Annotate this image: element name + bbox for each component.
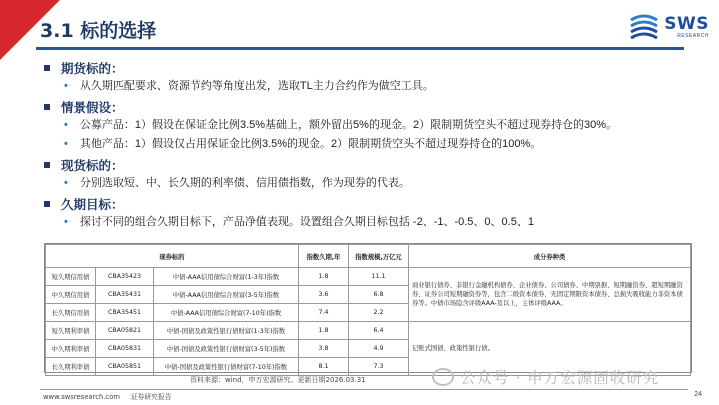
index-duration: 7.4 [299,304,349,322]
bullet-dot-icon: • [64,80,68,92]
row-label: 长久期利率债 [46,358,96,376]
wechat-icon [432,368,454,386]
table-header: 指数久期,年 [299,245,349,268]
sws-logo-icon [627,12,661,42]
bullet-item: • 探讨不同的组合久期目标下，产品净值表现。设置组合久期目标包括 -2、-1、-0.5、0、0.5、1 [64,216,534,228]
index-duration: 1.8 [299,268,349,286]
title-divider [36,47,684,50]
index-duration: 3.8 [299,340,349,358]
square-bullet-icon [44,104,50,110]
table-header-row [46,245,691,268]
index-name: 中债-AAA信用债综合财富(3-5年)指数 [154,286,299,304]
table-row [46,322,691,340]
index-scale: 4.9 [349,340,409,358]
page-title: 3.1 标的选择 [40,20,157,42]
table-row [46,268,691,286]
index-scale: 11.1 [349,268,409,286]
index-scale: 6.4 [349,322,409,340]
row-label: 中久期利率债 [46,340,96,358]
index-duration: 1.8 [299,322,349,340]
index-name: 中债-国债及政策性银行债财富(7-10年)指数 [154,358,299,376]
credit-remark: 商业银行债券、非银行金融机构债券、企业债券、公司债券、中期票据、短期融资券、超短期融资券、证券公司短期融资券等，包含二级资本债券、无固定期限资本债券、总损失吸收能力非资本债券等。中债市场隐含评级AAA-及以上，主体评级AAA。 [409,268,691,322]
bullet-dot-icon: • [64,216,68,228]
table-header: 现券标的 [46,245,299,268]
source-note: 资料来源：wind，申万宏源研究。更新日期2026.03.31 [190,376,366,384]
bullet-item: • 公募产品：1）假设在保证金比例3.5%基础上，额外留出5%的现金。2）限制期货空头不超过现券持仓的30%。 [64,119,618,131]
index-scale: 6.8 [349,286,409,304]
index-name: 中债-国债及政策性银行债财富(1-3年)指数 [154,322,299,340]
square-bullet-icon [44,65,50,71]
table-header: 指数规模,万亿元 [349,245,409,268]
content-area [44,58,684,233]
index-code: CBA35431 [96,286,154,304]
logo-main-text: SWS [664,13,709,34]
table-header: 成分券种类 [409,245,691,268]
index-name: 中债-AAA信用债综合财富(1-3年)指数 [154,268,299,286]
index-code: CBA05831 [96,340,154,358]
bullet-item: • 从久期匹配要求、资源节约等角度出发，选取TL主力合约作为做空工具。 [64,80,434,92]
footer [43,391,172,401]
row-label: 长久期信用债 [46,304,96,322]
square-bullet-icon [44,162,50,168]
bullet-item: • 其他产品：1）假设仅占用保证金比例3.5%的现金。2）限制期货空头不超过现券持仓的100%。 [64,138,542,150]
index-scale: 7.3 [349,358,409,376]
footer-label: 证券研究报告 [130,393,172,401]
footer-divider [40,389,688,390]
index-code: CBA05851 [96,358,154,376]
rate-remark: 记账式国债、政策性银行债。 [409,322,691,376]
bond-index-table [44,243,692,373]
row-label: 短久期信用债 [46,268,96,286]
index-code: CBA05821 [96,322,154,340]
index-code: CBA35451 [96,304,154,322]
index-duration: 8.1 [299,358,349,376]
watermark-text: 公众号 · 申万宏源固收研究 [460,369,660,387]
footer-site-link[interactable]: www.swsresearch.com [43,393,120,401]
index-code: CBA35423 [96,268,154,286]
bullet-dot-icon: • [64,138,68,150]
section-heading: 期货标的： [44,58,684,78]
section-heading: 现货标的： [44,155,684,175]
bullet-dot-icon: • [64,177,68,189]
index-duration: 3.6 [299,286,349,304]
index-name: 中债-AAA信用债综合财富(7-10年)指数 [154,304,299,322]
index-name: 中债-国债及政策性银行债财富(3-5年)指数 [154,340,299,358]
row-label: 中久期信用债 [46,286,96,304]
section-heading: 久期目标： [44,194,684,214]
index-scale: 2.2 [349,304,409,322]
bullet-dot-icon: • [64,119,68,131]
page-number: 24 [694,391,702,398]
sws-logo [627,12,709,42]
bullet-item: • 分别选取短、中、长久期的利率债、信用债指数，作为现券的代表。 [64,177,410,189]
logo-sub-text: RESEARCH [677,32,709,39]
section-heading: 情景假设： [44,97,684,117]
row-label: 短久期利率债 [46,322,96,340]
square-bullet-icon [44,201,50,207]
wechat-watermark [432,366,659,388]
